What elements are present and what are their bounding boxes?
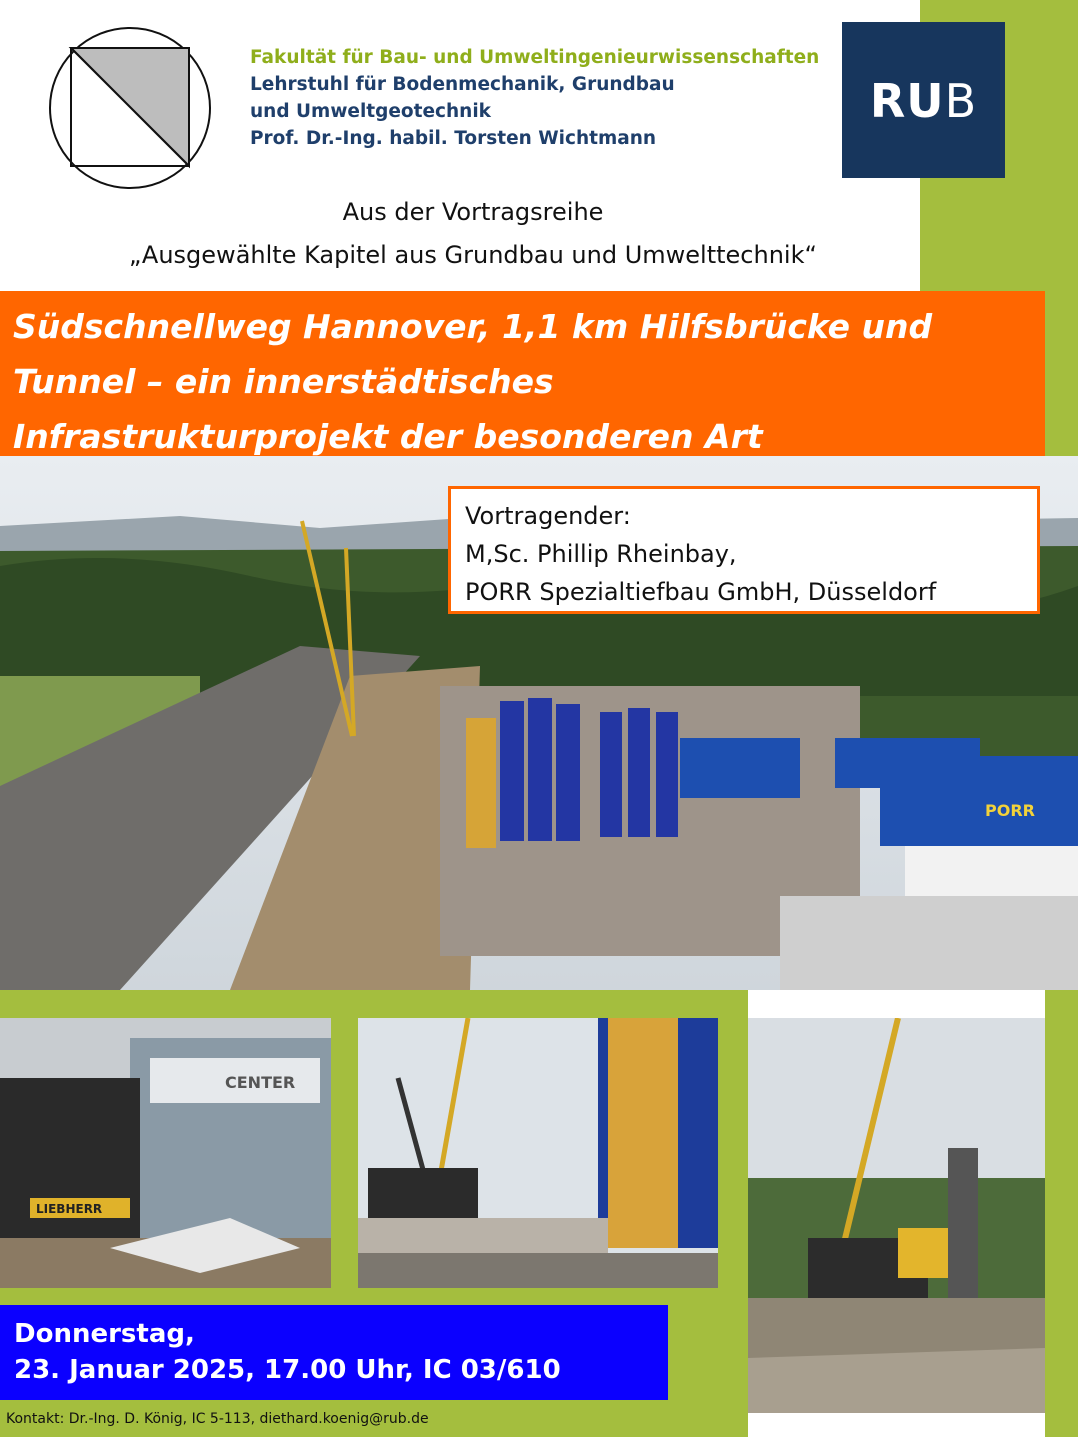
chair-name-line2: und Umweltgeotechnik (250, 101, 491, 122)
speaker-box (448, 486, 1040, 614)
speaker-name: M,Sc. Phillip Rheinbay, (465, 540, 737, 568)
photo-crane-sheet-pile (748, 1018, 1045, 1413)
series-line2: „Ausgewählte Kapitel aus Grundbau und Umwelttechnik“ (129, 241, 817, 269)
photo-cranes-silos (358, 1018, 718, 1288)
rub-logo (842, 22, 1005, 178)
professor-name: Prof. Dr.-Ing. habil. Torsten Wichtmann (250, 128, 657, 149)
photo-crawler-crane-center (0, 1018, 331, 1288)
rub-logo-bold: RU (869, 74, 945, 128)
date-time-room: 23. Januar 2025, 17.00 Uhr, IC 03/610 (14, 1355, 561, 1385)
faculty-name: Fakultät für Bau- und Umweltingenieurwissenschaften (250, 47, 820, 68)
contact-line: Kontakt: Dr.-Ing. D. König, IC 5-113, diethard.koenig@rub.de (6, 1411, 429, 1427)
speaker-company: PORR Spezialtiefbau GmbH, Düsseldorf (465, 578, 937, 606)
title-line2: Tunnel – ein innerstädtisches (13, 362, 554, 401)
chair-logo (48, 26, 212, 190)
title-line3: Infrastrukturprojekt der besonderen Art (13, 417, 763, 456)
porr-sign: PORR (985, 801, 1035, 820)
center-sign: CENTER (225, 1073, 296, 1092)
rub-logo-light: B (944, 74, 978, 128)
chair-name-line1: Lehrstuhl für Bodenmechanik, Grundbau (250, 74, 675, 95)
date-banner (0, 1305, 668, 1400)
series-line1: Aus der Vortragsreihe (342, 198, 604, 226)
green-accent-right-bottom (1045, 990, 1078, 1437)
institution-header (250, 44, 819, 152)
speaker-label: Vortragender: (465, 502, 631, 530)
title-line1: Südschnellweg Hannover, 1,1 km Hilfsbrücke und (13, 307, 933, 346)
liebherr-sign: LIEBHERR (36, 1202, 103, 1216)
title-banner (0, 291, 1045, 456)
date-weekday: Donnerstag, (14, 1319, 195, 1349)
